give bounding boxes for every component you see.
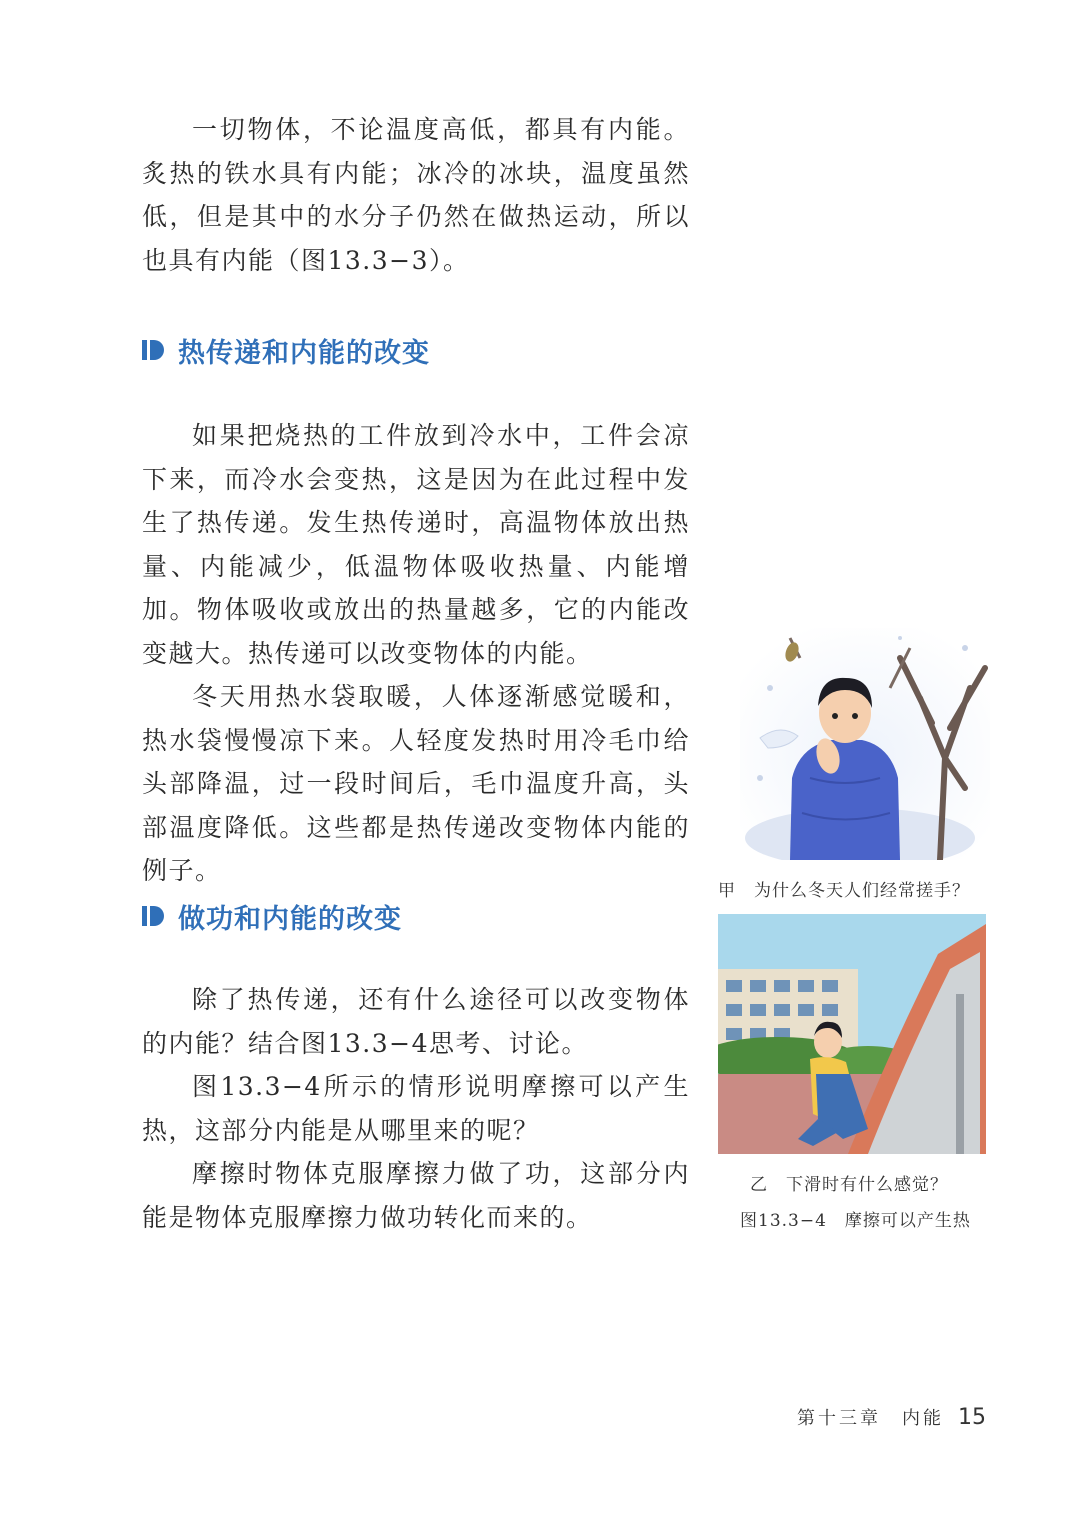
section-body-work: [142, 978, 690, 1239]
section-body-heat-transfer: [142, 414, 690, 893]
winter-boy-illustration: [740, 628, 990, 860]
paragraph-text: 一切物体，不论温度高低，都具有内能。炙热的铁水具有内能；冰冷的冰块，温度虽然低，但是其中的水分子仍然在做热运动，所以也具有内能（图13.3−3）。: [142, 115, 690, 275]
paragraph-intro: [142, 108, 690, 282]
section-heading-work: [142, 896, 402, 936]
heading-text: 做功和内能的改变: [178, 903, 402, 935]
paragraph-text: 除了热传递，还有什么途径可以改变物体的内能？结合图13.3−4思考、讨论。: [142, 985, 690, 1058]
slide-boy-illustration: [718, 914, 986, 1154]
page-number: 15: [958, 1405, 986, 1430]
caption-jia: 甲 为什么冬天人们经常搓手？: [718, 881, 970, 901]
section-heading-heat-transfer: [142, 330, 430, 370]
heading-text: 热传递和内能的改变: [178, 337, 430, 369]
figure-title: 图13.3−4 摩擦可以产生热: [740, 1211, 971, 1231]
section-marker-icon: [142, 338, 166, 362]
caption-yi: 乙 下滑时有什么感觉？: [750, 1175, 948, 1195]
section-marker-icon: [142, 904, 166, 928]
paragraph-text: 摩擦时物体克服摩擦力做了功，这部分内能是物体克服摩擦力做功转化而来的。: [142, 1159, 690, 1232]
paragraph-text: 如果把烧热的工件放到冷水中，工件会凉下来，而冷水会变热，这是因为在此过程中发生了热传递。发生热传递时，高温物体放出热量、内能减少，低温物体吸收热量、内能增加。物体吸收或放出的热量越多，它的内能改变越大。热传递可以改变物体的内能。: [142, 421, 690, 668]
paragraph-text: 图13.3−4所示的情形说明摩擦可以产生热，这部分内能是从哪里来的呢？: [142, 1072, 690, 1145]
paragraph-text: 冬天用热水袋取暖，人体逐渐感觉暖和，热水袋慢慢凉下来。人轻度发热时用冷毛巾给头部降温，过一段时间后，毛巾温度升高，头部温度降低。这些都是热传递改变物体内能的例子。: [142, 682, 690, 885]
chapter-label: 第十三章 内能: [797, 1408, 944, 1429]
page-footer: [797, 1404, 986, 1430]
